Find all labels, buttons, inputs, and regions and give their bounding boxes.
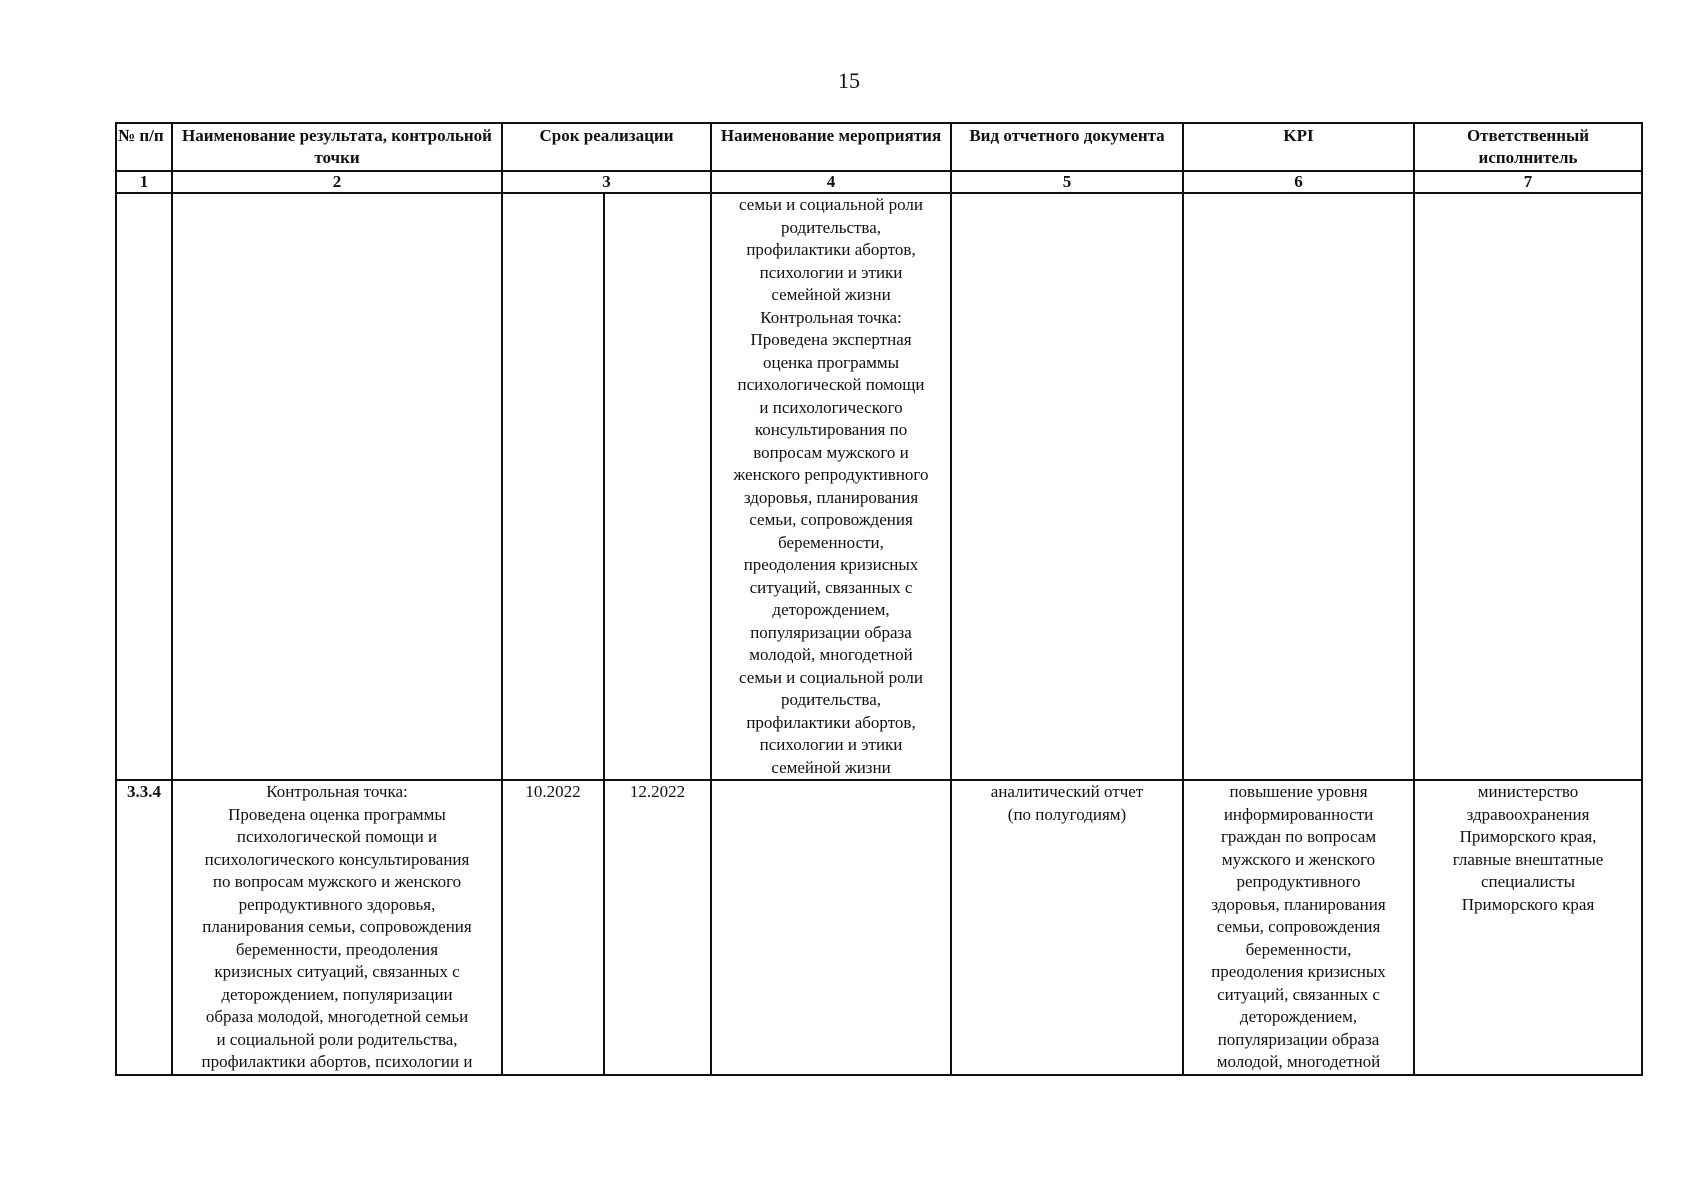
- column-number: 5: [951, 171, 1183, 193]
- table-row: [116, 780, 1642, 1075]
- column-number: 6: [1183, 171, 1414, 193]
- responsible-text: министерство здравоохранения Приморского края, главные внештатные специалисты Приморского края: [1452, 782, 1604, 914]
- header-document: Вид отчетного документа: [951, 123, 1183, 171]
- header-responsible: Ответственный исполнитель: [1414, 123, 1642, 171]
- column-number: 4: [711, 171, 951, 193]
- kpi-cell: [1183, 780, 1414, 1075]
- row-number: 3.3.4: [127, 782, 161, 801]
- column-number-row: [116, 171, 1642, 193]
- start-date: 10.2022: [525, 782, 581, 801]
- header-number: № п/п: [116, 123, 172, 171]
- end-date: 12.2022: [629, 782, 686, 801]
- column-number: 7: [1414, 171, 1642, 193]
- activity-text: семьи и социальной роли родительства, профилактики абортов, психологии и этики семейной жизни Контрольная точка: Проведена экспертная оценка программы психологической помощи и психологического консультирования по вопросам мужского и женского репродуктивного здоровья, планирования семьи, сопровождения беременности, преодоления кризисных ситуаций, связанных с деторождением, популяризации образа молодой, многодетной семьи и социальной роли родительства, профилактики абортов, психологии и этики семейной жизни: [733, 195, 929, 777]
- cell-empty: [1183, 193, 1414, 780]
- column-number: 2: [172, 171, 502, 193]
- column-number: 1: [116, 171, 172, 193]
- result-text: Контрольная точка: Проведена оценка программы психологической помощи и психологического консультирования по вопросам мужского и женского репродуктивного здоровья, планирования семьи, сопровождения беременности, преодоления кризисных ситуаций, связанных с деторождением, популяризации образа молодой, многодетной семьи и социальной роли родительства, профилактики абортов, психологии и: [201, 782, 473, 1071]
- cell-empty: [116, 193, 172, 780]
- activity-cell: [711, 193, 951, 780]
- header-result: Наименование результата, контрольной точки: [172, 123, 502, 171]
- header-activity: Наименование мероприятия: [711, 123, 951, 171]
- row-number-cell: [116, 780, 172, 1075]
- document-text: аналитический отчет (по полугодиям): [990, 782, 1144, 824]
- column-number: 3: [502, 171, 711, 193]
- continuation-row: [116, 193, 1642, 780]
- kpi-text: повышение уровня информированности граждан по вопросам мужского и женского репродуктивного здоровья, планирования семьи, сопровождения беременности, преодоления кризисных ситуаций, связанных с деторождением, популяризации образа молодой, многодетной: [1211, 782, 1386, 1071]
- header-row: [116, 123, 1642, 171]
- document-cell: [951, 780, 1183, 1075]
- cell-empty: [604, 193, 711, 780]
- header-period: Срок реализации: [502, 123, 711, 171]
- result-cell: [172, 780, 502, 1075]
- cell-empty: [1414, 193, 1642, 780]
- responsible-cell: [1414, 780, 1642, 1075]
- start-date-cell: [502, 780, 604, 1075]
- cell-empty: [502, 193, 604, 780]
- end-date-cell: [604, 780, 711, 1075]
- page-number: 15: [838, 68, 860, 93]
- cell-empty: [172, 193, 502, 780]
- plan-table: [115, 122, 1643, 1076]
- cell-empty: [951, 193, 1183, 780]
- header-kpi: KPI: [1183, 123, 1414, 171]
- activity-cell: [711, 780, 951, 1075]
